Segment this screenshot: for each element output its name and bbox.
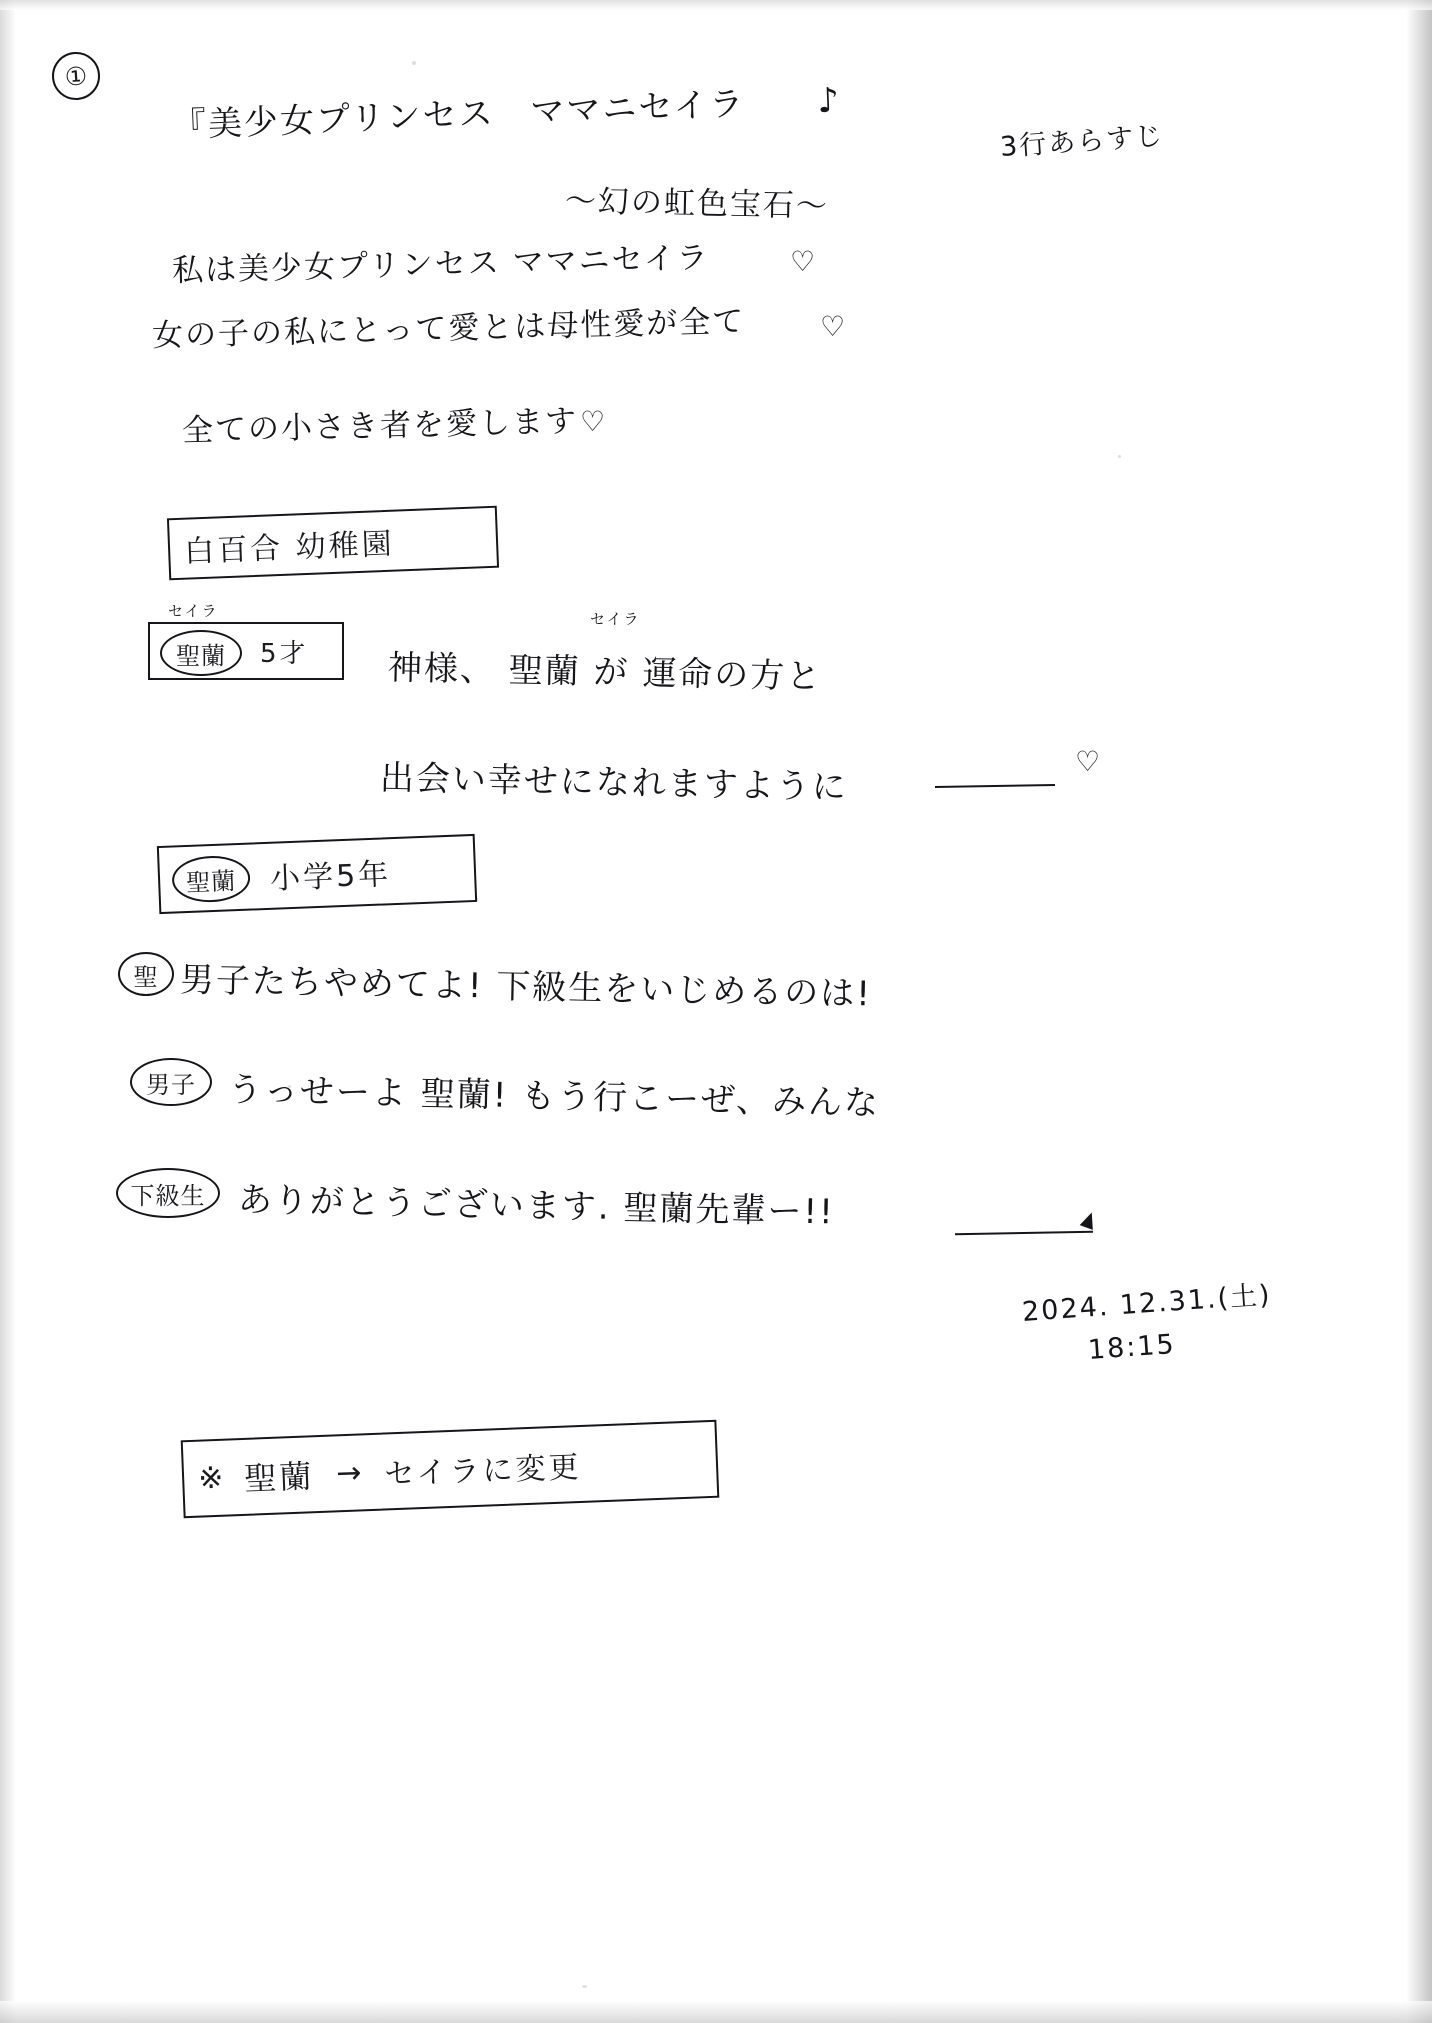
intro-line-1: 私は美少女プリンセス ママニセイラ — [171, 239, 711, 289]
scan-edge-bottom — [0, 2001, 1432, 2023]
dialogue-text-2: うっせーよ 聖蘭! もう行こーぜ、みんな — [227, 1070, 881, 1124]
speaker-ruby-seira: セイラ — [168, 602, 219, 620]
scene-box-kindergarten-label: 白百合 幼稚園 — [183, 526, 396, 570]
timestamp-date: 2024. 12.31.(土) — [1021, 1279, 1273, 1328]
scan-edge-right — [1406, 0, 1432, 2023]
footer-note-to: セイラに変更 — [383, 1449, 583, 1493]
speaker-box-seira — [148, 622, 344, 680]
page-title: 『美少女プリンセス ママニセイラ ♪ — [171, 80, 842, 146]
paper-speck — [582, 1985, 587, 1988]
intro-heart-2: ♡ — [820, 310, 848, 343]
timestamp-arrow-line — [955, 1231, 1093, 1235]
intro-line-2: 女の子の私にとって愛とは母性愛が全て — [151, 303, 746, 354]
scene-box-grade5-grade: 小学5年 — [269, 857, 392, 897]
timestamp-arrow-head — [1080, 1210, 1099, 1230]
dialogue-speaker-boys: 男子 — [130, 1058, 212, 1106]
prayer-heart: ♡ — [1075, 745, 1103, 778]
dialogue-prayer-line-1: 神様、 聖蘭 が 運命の方と — [387, 648, 823, 698]
scan-edge-left — [0, 0, 16, 2023]
paper-speck — [1118, 455, 1121, 458]
intro-line-3: 全ての小さき者を愛します — [181, 403, 579, 449]
intro-heart-3: ♡ — [580, 405, 608, 438]
dialogue-speaker-sei: 聖 — [118, 952, 174, 996]
scene-box-kindergarten — [167, 506, 499, 581]
prayer-underline — [935, 784, 1055, 788]
dialogue-text-1: 男子たちやめてよ! 下級生をいじめるのは! — [179, 960, 873, 1015]
page-number-circle: ① — [50, 50, 101, 101]
note-top-right: 3行あらすじ — [999, 120, 1166, 163]
scan-edge-top — [0, 0, 1432, 10]
footer-note-from: 聖蘭 — [243, 1457, 316, 1498]
speaker-name-oval: 聖蘭 — [160, 630, 242, 676]
scene-box-grade5 — [157, 834, 477, 914]
intro-heart-1: ♡ — [790, 245, 818, 278]
footer-note-box — [181, 1420, 720, 1519]
page-subtitle: 〜幻の虹色宝石〜 — [564, 183, 830, 225]
scene-box-grade5-name: 聖蘭 — [171, 855, 251, 904]
paper-speck — [412, 61, 416, 65]
dialogue-text-3: ありがとうございます. 聖蘭先輩ー!! — [237, 1180, 836, 1233]
dialogue-prayer-line-2: 出会い幸せになれますように — [379, 758, 849, 808]
footer-note-marker: ※ — [197, 1460, 227, 1497]
speaker-age-label: 5才 — [260, 638, 309, 669]
footer-note-arrow-icon: → — [335, 1454, 366, 1491]
line-ruby-seira: セイラ — [590, 610, 641, 628]
dialogue-speaker-junior: 下級生 — [116, 1168, 220, 1218]
timestamp-time: 18:15 — [1086, 1328, 1177, 1366]
